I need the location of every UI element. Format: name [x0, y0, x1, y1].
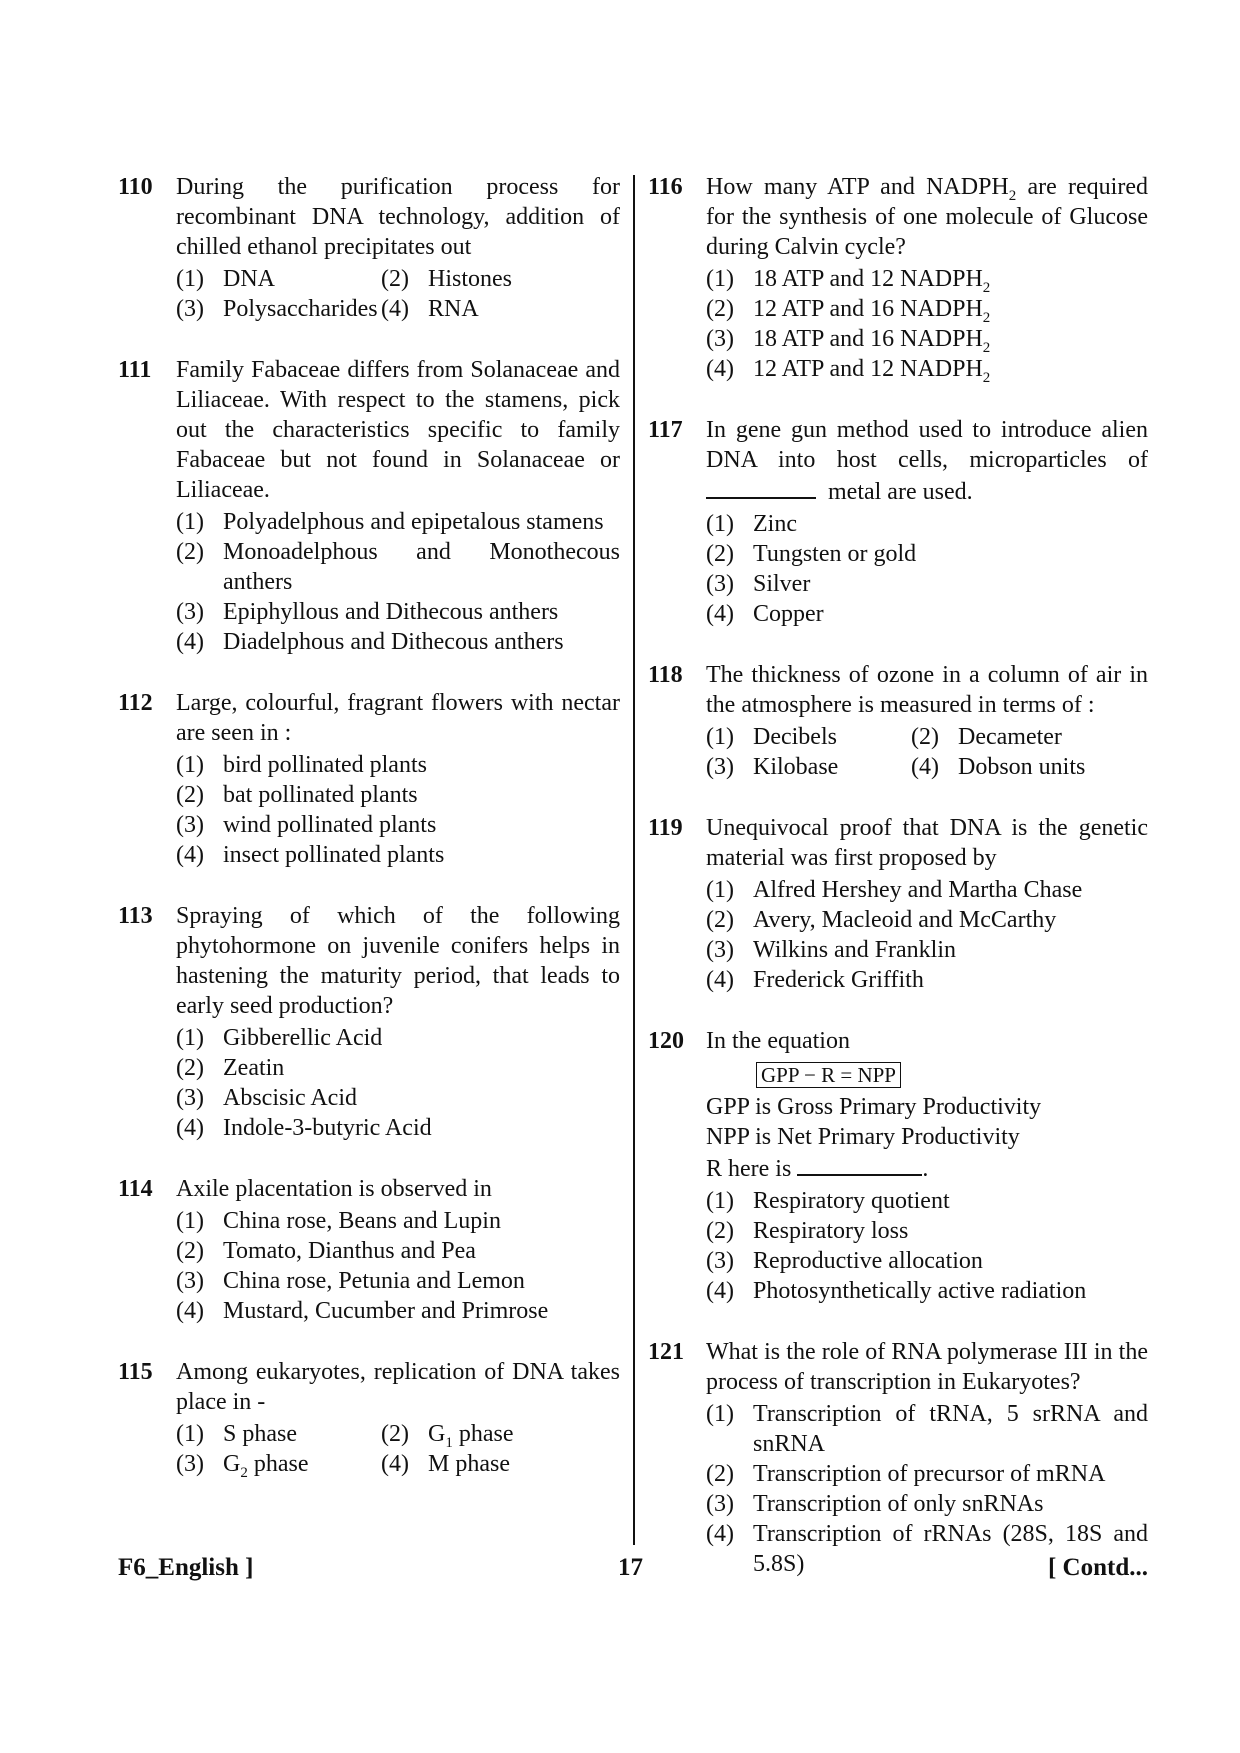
option: (3) Reproductive allocation	[706, 1248, 983, 1274]
answer-blank	[706, 475, 816, 499]
option: (1) China rose, Beans and Lupin	[176, 1208, 501, 1234]
option: (1) Zinc	[706, 511, 797, 537]
question-number: 120	[648, 1028, 684, 1054]
option: (4) M phase	[381, 1451, 510, 1477]
question-number: 119	[648, 815, 683, 841]
option: (1) Alfred Hershey and Martha Chase	[706, 877, 1083, 903]
option: (4) RNA	[381, 296, 479, 322]
definition-line: R here is .	[706, 1152, 1148, 1184]
question-117	[648, 415, 1148, 629]
question-120	[648, 1026, 1148, 1306]
question-number: 112	[118, 690, 153, 716]
question-number: 113	[118, 903, 153, 929]
question-stem: Among eukaryotes, replication of DNA takes place in -	[176, 1359, 620, 1415]
option: (3) Epiphyllous and Dithecous anthers	[176, 599, 559, 625]
question-111	[118, 355, 620, 657]
question-stem: Unequivocal proof that DNA is the genetic material was first proposed by	[706, 815, 1148, 871]
option: (4) Indole-3-butyric Acid	[176, 1115, 432, 1141]
option: (4) Transcription of rRNAs (28S, 18S and 5.8S)	[706, 1521, 1148, 1577]
question-113	[118, 901, 620, 1143]
option: (3) China rose, Petunia and Lemon	[176, 1268, 525, 1294]
continued-label: [ Contd...	[1047, 1554, 1148, 1581]
option: (3) Abscisic Acid	[176, 1085, 357, 1111]
question-116	[648, 172, 1148, 384]
column-divider	[633, 175, 635, 1545]
option: (4) Copper	[706, 601, 824, 627]
question-112	[118, 688, 620, 870]
option: (2) Histones	[381, 266, 512, 292]
option: (3) $G_2$ phase	[176, 1451, 309, 1481]
booklet-code: F6_English ]	[118, 1554, 254, 1581]
question-stem: How many ATP and $NADPH_2$ are required for the synthesis of one molecule of Glucose during Calvin cycle?	[706, 174, 1148, 260]
question-number: 121	[648, 1339, 684, 1365]
question-stem: Family Fabaceae differs from Solanaceae and Liliaceae. With respect to the stamens, pick out the characteristics specific to family Fabaceae but not found in Solanaceae or Liliaceae.	[176, 357, 620, 503]
option: (1) S phase	[176, 1421, 297, 1447]
page-footer	[118, 1554, 1148, 1588]
question-number: 117	[648, 417, 683, 443]
option: (1) DNA	[176, 266, 275, 292]
question-number: 114	[118, 1176, 153, 1202]
question-stem: The thickness of ozone in a column of air in the atmosphere is measured in terms of :	[706, 662, 1148, 718]
option: (3) 18 ATP and 16 $NADPH_2$	[706, 326, 991, 356]
option: (2) Monoadelphous and Monothecous anthers	[176, 539, 620, 595]
option: (4) Frederick Griffith	[706, 967, 924, 993]
equation-box: GPP − R = NPP	[756, 1062, 901, 1088]
question-stem: During the purification process for recombinant DNA technology, addition of chilled ethanol precipitates out	[176, 174, 620, 260]
option: (3) Polysaccharides	[176, 296, 378, 322]
question-stem: In the equation	[706, 1028, 850, 1054]
option: (2) $G_1$ phase	[381, 1421, 514, 1451]
right-column	[648, 172, 1148, 1610]
option: (1) Respiratory quotient	[706, 1188, 950, 1214]
question-stem: Large, colourful, fragrant flowers with nectar are seen in :	[176, 690, 620, 746]
option: (4) Photosynthetically active radiation	[706, 1278, 1087, 1304]
question-stem: Axile placentation is observed in	[176, 1176, 492, 1202]
question-number: 115	[118, 1359, 153, 1385]
option: (2) bat pollinated plants	[176, 782, 418, 808]
option: (4) insect pollinated plants	[176, 842, 445, 868]
option: (2) 12 ATP and 16 $NADPH_2$	[706, 296, 991, 326]
option: (1) 18 ATP and 12 $NADPH_2$	[706, 266, 991, 296]
definition-line: NPP is Net Primary Productivity	[706, 1124, 1020, 1150]
left-column	[118, 172, 620, 1510]
option: (1) Decibels	[706, 724, 837, 750]
question-stem: In gene gun method used to introduce alien DNA into host cells, microparticles of metal are used.	[706, 417, 1148, 505]
option: (3) Wilkins and Franklin	[706, 937, 957, 963]
option: (1) bird pollinated plants	[176, 752, 427, 778]
answer-blank	[797, 1152, 922, 1176]
option: (2) Tomato, Dianthus and Pea	[176, 1238, 476, 1264]
option: (2) Tungsten or gold	[706, 541, 917, 567]
question-119	[648, 813, 1148, 995]
option: (2) Respiratory loss	[706, 1218, 909, 1244]
option: (2) Zeatin	[176, 1055, 285, 1081]
question-118	[648, 660, 1148, 782]
question-number: 111	[118, 357, 152, 383]
definition-line: GPP is Gross Primary Productivity	[706, 1094, 1042, 1120]
question-number: 118	[648, 662, 683, 688]
option: (1) Gibberellic Acid	[176, 1025, 383, 1051]
option: (4) Diadelphous and Dithecous anthers	[176, 629, 564, 655]
question-stem: What is the role of RNA polymerase III in the process of transcription in Eukaryotes?	[706, 1339, 1148, 1395]
option: (3) Silver	[706, 571, 811, 597]
question-stem: Spraying of which of the following phytohormone on juvenile conifers helps in hastening the maturity period, that leads to early seed production?	[176, 903, 620, 1019]
option: (3) wind pollinated plants	[176, 812, 437, 838]
option: (2) Decameter	[911, 724, 1062, 750]
option: (3) Kilobase	[706, 754, 839, 780]
question-115	[118, 1357, 620, 1479]
page-number: 17	[618, 1554, 643, 1581]
option: (2) Transcription of precursor of mRNA	[706, 1461, 1106, 1487]
option: (4) 12 ATP and 12 $NADPH_2$	[706, 356, 991, 386]
option: (4) Mustard, Cucumber and Primrose	[176, 1298, 549, 1324]
question-number: 110	[118, 174, 153, 200]
option: (1) Polyadelphous and epipetalous stamens	[176, 509, 604, 535]
question-114	[118, 1174, 620, 1326]
question-110	[118, 172, 620, 324]
question-number: 116	[648, 174, 683, 200]
option: (4) Dobson units	[911, 754, 1086, 780]
question-121	[648, 1337, 1148, 1579]
option: (3) Transcription of only snRNAs	[706, 1491, 1044, 1517]
option: (2) Avery, Macleoid and McCarthy	[706, 907, 1057, 933]
option: (1) Transcription of tRNA, 5 srRNA and snRNA	[706, 1401, 1148, 1457]
